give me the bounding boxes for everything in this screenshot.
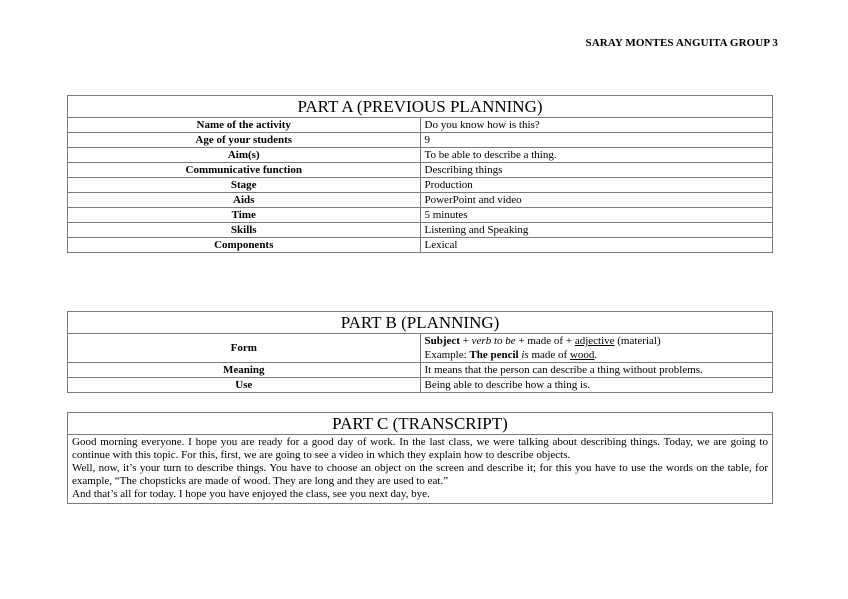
part-c-title: PART C (TRANSCRIPT) [68, 413, 773, 435]
form-label: Form [68, 334, 421, 363]
components-value: Lexical [420, 238, 773, 253]
students-age-label: Age of your students [68, 133, 421, 148]
activity-name-label: Name of the activity [68, 118, 421, 133]
aims-label: Aim(s) [68, 148, 421, 163]
example-end: . [594, 349, 598, 361]
time-label: Time [68, 208, 421, 223]
use-value: Being able to describe how a thing is. [420, 378, 773, 393]
form-example-line [425, 348, 769, 362]
stage-value: Production [420, 178, 773, 193]
aids-label: Aids [68, 193, 421, 208]
form-made-of: + made of + [515, 335, 575, 347]
form-verb: verb to be [471, 335, 516, 347]
form-adjective: adjective [574, 335, 615, 347]
components-label: Components [68, 238, 421, 253]
example-noun: The pencil [469, 349, 519, 361]
skills-label: Skills [68, 223, 421, 238]
part-b-title: PART B (PLANNING) [68, 312, 773, 334]
stage-label: Stage [68, 178, 421, 193]
part-a-title: PART A (PREVIOUS PLANNING) [68, 96, 773, 118]
part-c-table [67, 412, 773, 504]
skills-value: Listening and Speaking [420, 223, 773, 238]
example-prefix: Example: [424, 349, 470, 361]
form-value [420, 334, 773, 363]
form-structure-line [425, 334, 769, 348]
part-b-table [67, 311, 773, 393]
part-a-table [67, 95, 773, 253]
communicative-function-label: Communicative function [68, 163, 421, 178]
author-header: SARAY MONTES ANGUITA GROUP 3 [585, 37, 778, 49]
aims-value: To be able to describe a thing. [420, 148, 773, 163]
aids-value: PowerPoint and video [420, 193, 773, 208]
transcript-paragraph: And that’s all for today. I hope you have enjoyed the class, see you next day, bye. [72, 488, 430, 500]
meaning-label: Meaning [68, 363, 421, 378]
transcript-paragraph: Good morning everyone. I hope you are ready for a good day of work. In the last class, we were talking about describing things. Today, we are going to continue with this topic. For this, first, we are going to see a video in which they explain how to describe objects. [72, 436, 768, 461]
communicative-function-value: Describing things [420, 163, 773, 178]
time-value: 5 minutes [420, 208, 773, 223]
example-made-of: made of [528, 349, 570, 361]
transcript-paragraph: Well, now, it’s your turn to describe things. You have to choose an object on the screen and describe it; for this you have to use the words on the table, for example, “The chopsticks are made of wood. They are long and they are used to eat.” [72, 462, 768, 487]
example-verb: is [521, 349, 529, 361]
activity-name-value: Do you know how is this? [420, 118, 773, 133]
students-age-value: 9 [420, 133, 773, 148]
form-material: (material) [614, 335, 661, 347]
transcript-body [68, 435, 773, 504]
meaning-value: It means that the person can describe a thing without problems. [420, 363, 773, 378]
example-material: wood [569, 349, 595, 361]
use-label: Use [68, 378, 421, 393]
form-subject: Subject [424, 335, 460, 347]
form-plus: + [459, 335, 472, 347]
